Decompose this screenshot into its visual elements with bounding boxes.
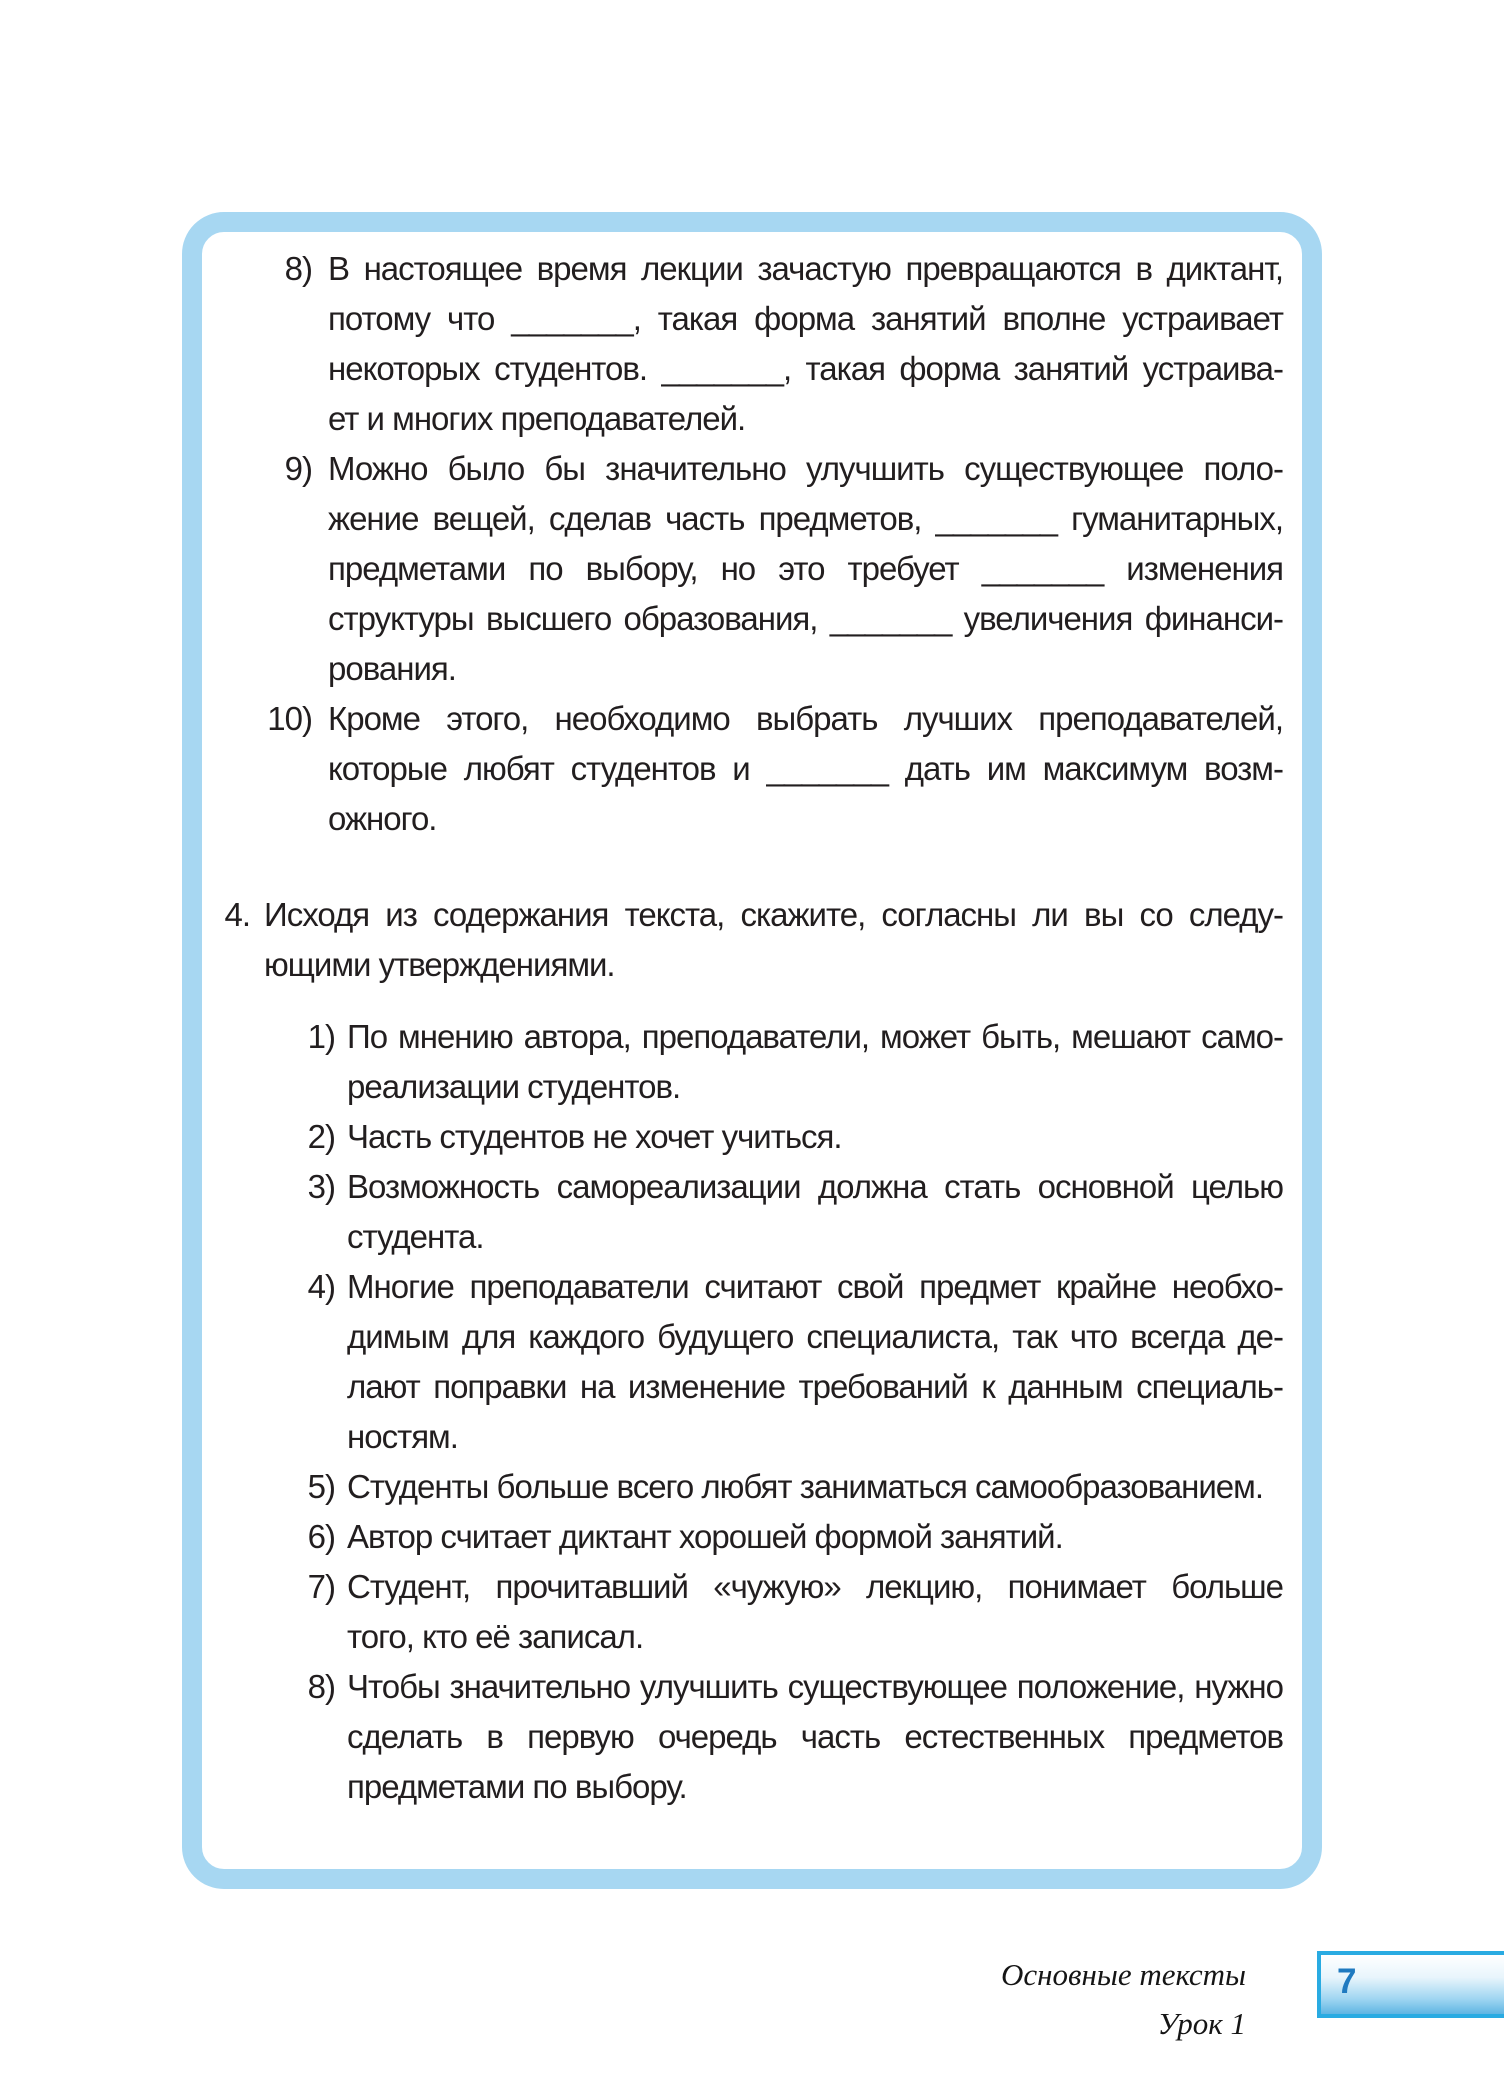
- item-text: [328, 444, 1283, 694]
- list-item: [202, 1662, 1283, 1812]
- item-text: [347, 1262, 1283, 1462]
- statements-list: [202, 1012, 1283, 1812]
- text-line: некоторых студентов. _______, такая форма занятий устраива-: [328, 350, 1283, 387]
- text-line: Студенты больше всего любят заниматься самообразованием.: [347, 1468, 1263, 1505]
- item-number: 4.: [224, 896, 250, 933]
- item-number: 8): [307, 1668, 335, 1705]
- page-number-box: [1317, 1951, 1504, 2018]
- text-line: лают поправки на изменение требований к данным специаль-: [347, 1368, 1283, 1405]
- item-number: 6): [307, 1518, 335, 1555]
- running-title: Основные тексты: [1001, 1957, 1246, 1992]
- item-number: 1): [307, 1018, 335, 1055]
- item-number: 4): [307, 1268, 335, 1305]
- running-footer: [1001, 1950, 1246, 2048]
- list-item: [202, 1112, 1283, 1162]
- item-text: [347, 1462, 1283, 1512]
- text-line: жение вещей, сделав часть предметов, _______ гуманитарных,: [328, 500, 1283, 537]
- item-text: [328, 694, 1283, 844]
- text-line: Многие преподаватели считают свой предмет крайне необхо-: [347, 1268, 1283, 1305]
- item-text: [347, 1662, 1283, 1812]
- item-number: 5): [307, 1468, 335, 1505]
- item-number: 9): [284, 450, 312, 487]
- list-item: [202, 1562, 1283, 1662]
- text-line: сделать в первую очередь часть естественных предметов: [347, 1718, 1283, 1755]
- text-line: Автор считает диктант хорошей формой занятий.: [347, 1518, 1063, 1555]
- text-line: По мнению автора, преподаватели, может быть, мешают само-: [347, 1018, 1283, 1055]
- list-item: [202, 1012, 1283, 1112]
- item-text: [328, 244, 1283, 444]
- list-item: [202, 244, 1283, 444]
- text-line: ностям.: [347, 1418, 458, 1455]
- text-line: того, кто её записал.: [347, 1618, 644, 1655]
- text-line: димым для каждого будущего специалиста, так что всегда де-: [347, 1318, 1283, 1355]
- text-line: структуры высшего образования, _______ увеличения финанси-: [328, 600, 1283, 637]
- text-line: предметами по выбору, но это требует _______ изменения: [328, 550, 1283, 587]
- list-item: [202, 890, 1283, 990]
- text-line: Студент, прочитавший «чужую» лекцию, понимает больше: [347, 1568, 1283, 1605]
- text-line: рования.: [328, 650, 456, 687]
- text-line: Исходя из содержания текста, скажите, согласны ли вы со следу-: [264, 896, 1283, 933]
- item-text: [347, 1162, 1283, 1262]
- text-line: ожного.: [328, 800, 437, 837]
- item-text: [347, 1512, 1283, 1562]
- item-number: 7): [307, 1568, 335, 1605]
- list-item: [202, 1262, 1283, 1462]
- text-line: предметами по выбору.: [347, 1768, 687, 1805]
- exercise-box: [182, 212, 1322, 1889]
- text-line: Можно было бы значительно улучшить существующее поло-: [328, 450, 1283, 487]
- item-text: [264, 890, 1283, 990]
- list-item: [202, 1462, 1283, 1512]
- task-4-header: [202, 890, 1283, 990]
- item-text: [347, 1112, 1283, 1162]
- text-line: Чтобы значительно улучшить существующее положение, нужно: [347, 1668, 1283, 1705]
- lesson-label: Урок 1: [1157, 2006, 1246, 2041]
- page-number: 7: [1337, 1962, 1357, 2001]
- text-line: В настоящее время лекции зачастую превращаются в диктант,: [328, 250, 1283, 287]
- item-text: [347, 1562, 1283, 1662]
- exercise-content: [202, 232, 1302, 1812]
- list-item: [202, 694, 1283, 844]
- text-line: реализации студентов.: [347, 1068, 681, 1105]
- item-number: 3): [307, 1168, 335, 1205]
- text-line: Возможность самореализации должна стать основной целью: [347, 1168, 1283, 1205]
- item-number: 8): [284, 250, 312, 287]
- list-item: [202, 1512, 1283, 1562]
- text-line: ющими утверждениями.: [264, 946, 615, 983]
- fill-blank-items: [202, 244, 1283, 844]
- text-line: которые любят студентов и _______ дать им максимум возм-: [328, 750, 1283, 787]
- item-number: 2): [307, 1118, 335, 1155]
- text-line: Часть студентов не хочет учиться.: [347, 1118, 842, 1155]
- item-number: 10): [267, 700, 312, 737]
- text-line: Кроме этого, необходимо выбрать лучших преподавателей,: [328, 700, 1283, 737]
- text-line: ет и многих преподавателей.: [328, 400, 746, 437]
- text-line: студента.: [347, 1218, 484, 1255]
- text-line: потому что _______, такая форма занятий вполне устраивает: [328, 300, 1283, 337]
- list-item: [202, 444, 1283, 694]
- item-text: [347, 1012, 1283, 1112]
- list-item: [202, 1162, 1283, 1262]
